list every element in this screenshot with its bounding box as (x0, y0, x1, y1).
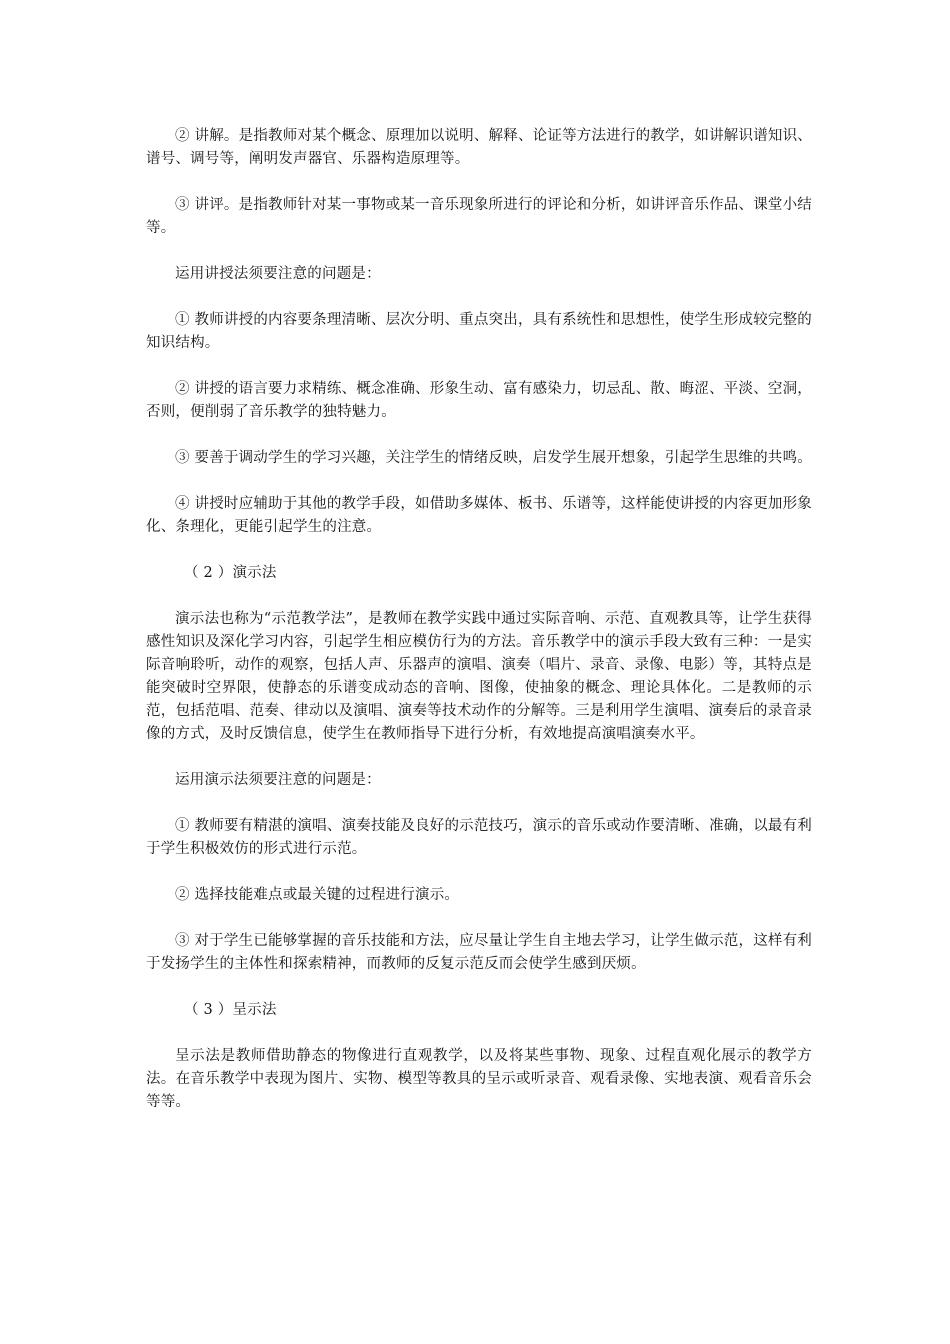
paragraph-demonstration-note-2: ② 选择技能难点或最关键的过程进行演示。 (175, 887, 460, 903)
paragraph-demonstration-description: 演示法也称为“示范教学法”，是教师在教学实践中通过实际音响、示范、直观教具等，让学生获得感性知识及深化学习内容，引起学生相应模仿行为的方法。音乐教学中的演示手段大致有三种：一是实际音响聆听，动作的观察，包括人声、乐器声的演唱、演奏（唱片、录音、录像、电影）等，其特点是能突破时空界限，使静态的乐谱变成动态的音响、图像，使抽象的概念、理论具体化。二是教师的示范，包括范唱、范奏、律动以及演唱、演奏等技术动作的分解等。三是利用学生演唱、演奏后的录音录像的方式，及时反馈信息，使学生在教师指导下进行分析，有效地提高演唱演奏水平。 (146, 611, 812, 742)
paragraph-commentary: ③ 讲评。是指教师针对某一事物或某一音乐现象所进行的评论和分析，如讲评音乐作品、课堂小结等。 (146, 197, 812, 236)
section-heading-presentation: （ 3 ）呈示法 (184, 1002, 277, 1018)
paragraph-presentation-description: 呈示法是教师借助静态的物像进行直观教学，以及将某些事物、现象、过程直观化展示的教学方法。在音乐教学中表现为图片、实物、模型等教具的呈示或听录音、观看录像、实地表演、观看音乐会等等。 (146, 1048, 812, 1110)
section-heading-demonstration: （ 2 ）演示法 (184, 565, 277, 581)
paragraph-demonstration-note-3: ③ 对于学生已能够掌握的音乐技能和方法，应尽量让学生自主地去学习，让学生做示范，这样有利于发扬学生的主体性和探索精神，而教师的反复示范反而会使学生感到厌烦。 (146, 933, 812, 972)
paragraph-demonstration-notes-intro: 运用演示法须要注意的问题是： (175, 772, 381, 788)
paragraph-demonstration-note-1: ① 教师要有精湛的演唱、演奏技能及良好的示范技巧，演示的音乐或动作要清晰、准确，以最有利于学生积极效仿的形式进行示范。 (146, 818, 812, 857)
paragraph-lecture-note-4: ④ 讲授时应辅助于其他的教学手段，如借助多媒体、板书、乐谱等，这样能使讲授的内容更加形象化、条理化，更能引起学生的注意。 (146, 496, 812, 535)
paragraph-lecture-note-1: ① 教师讲授的内容要条理清晰、层次分明、重点突出，具有系统性和思想性，使学生形成较完整的知识结构。 (146, 312, 812, 351)
paragraph-lecture-notes-intro: 运用讲授法须要注意的问题是： (175, 266, 381, 282)
paragraph-lecture-note-2: ② 讲授的语言要力求精练、概念准确、形象生动、富有感染力，切忌乱、散、晦涩、平淡、空洞，否则，便削弱了音乐教学的独特魅力。 (146, 381, 812, 420)
paragraph-explanation: ② 讲解。是指教师对某个概念、原理加以说明、解释、论证等方法进行的教学，如讲解识谱知识、谱号、调号等，阐明发声器官、乐器构造原理等。 (146, 128, 812, 167)
paragraph-lecture-note-3: ③ 要善于调动学生的学习兴趣，关注学生的情绪反映，启发学生展开想象，引起学生思维的共鸣。 (175, 450, 812, 466)
document-body (146, 125, 812, 1137)
